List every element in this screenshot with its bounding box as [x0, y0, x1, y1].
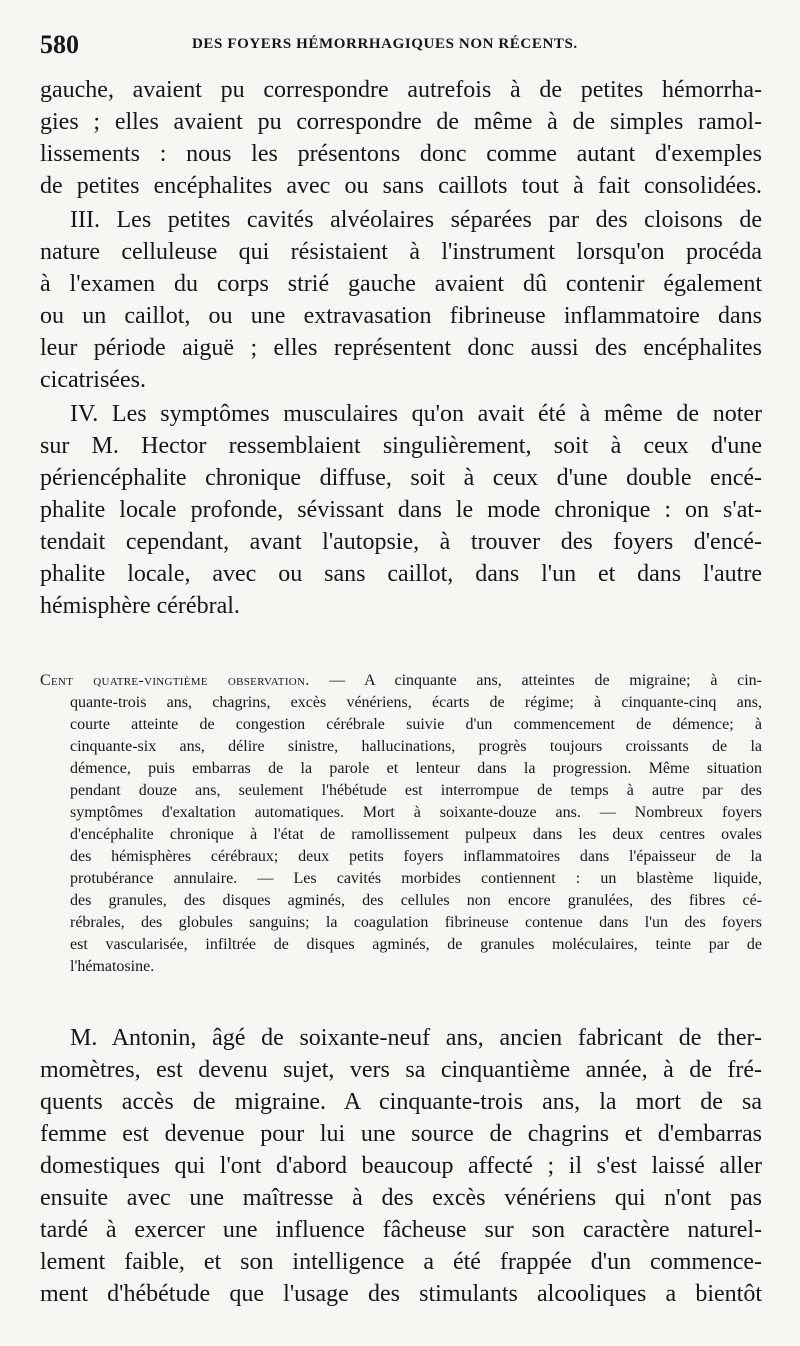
text-line: ment d'hébétude que l'usage des stimulants alcooliques a bientôt	[40, 1281, 762, 1307]
paragraph-iv	[40, 398, 762, 622]
paragraph-antonin	[40, 1022, 762, 1310]
text-line: III. Les petites cavités alvéolaires séparées par des cloisons de	[70, 207, 762, 233]
text-line: femme est devenue pour lui une source de chagrins et d'embarras	[40, 1121, 762, 1147]
text-line: domestiques qui l'ont d'abord beaucoup affecté ; il s'est laissé aller	[40, 1153, 762, 1179]
page-number: 580	[40, 30, 79, 59]
observation-summary	[40, 670, 762, 978]
text-line: rébrales, des globules sanguins; la coagulation fibrineuse contenue dans l'un des foyers	[70, 914, 762, 931]
text-line: nature celluleuse qui résistaient à l'instrument lorsqu'on procéda	[40, 239, 762, 265]
text-line: hémisphère cérébral.	[40, 593, 240, 619]
text-line: phalite locale, avec ou sans caillot, dans l'un et dans l'autre	[40, 561, 762, 587]
text-line: phalite locale profonde, sévissant dans le mode chronique : on s'at-	[40, 497, 762, 523]
text-line: tardé à exercer une influence fâcheuse sur son caractère naturel-	[40, 1217, 762, 1243]
text-line: gauche, avaient pu correspondre autrefois à de petites hémorrha-	[40, 77, 762, 103]
text-line: symptômes d'exaltation automatiques. Mort à soixante-douze ans. — Nombreux foyers	[70, 804, 762, 821]
text-line: ou un caillot, ou une extravasation fibrineuse inflammatoire dans	[40, 303, 762, 329]
text-line: cinquante-six ans, délire sinistre, hallucinations, progrès toujours croissants de la	[70, 738, 762, 755]
text-line: quents accès de migraine. A cinquante-trois ans, la mort de sa	[40, 1089, 762, 1115]
text-line: gies ; elles avaient pu correspondre de même à de simples ramol-	[40, 109, 762, 135]
observation-first-line-text: — A cinquante ans, atteintes de migraine; à cin-	[309, 672, 762, 689]
text-line: de petites encéphalites avec ou sans caillots tout à fait consolidées.	[40, 173, 762, 199]
running-title: DES FOYERS HÉMORRHAGIQUES NON RÉCENTS.	[192, 36, 578, 52]
text-line: M. Antonin, âgé de soixante-neuf ans, ancien fabricant de ther-	[70, 1025, 762, 1051]
text-line: ensuite avec une maîtresse à des excès vénériens qui n'ont pas	[40, 1185, 762, 1211]
text-line: démence, puis embarras de la parole et lenteur dans la progression. Même situation	[70, 760, 762, 777]
text-line: est vascularisée, infiltrée de disques agminés, de granules moléculaires, teinte par de	[70, 936, 762, 953]
text-line: quante-trois ans, chagrins, excès vénériens, écarts de régime; à cinquante-cinq ans,	[70, 694, 762, 711]
text-line: l'hématosine.	[70, 958, 155, 975]
text-line: à l'examen du corps strié gauche avaient dû contenir également	[40, 271, 762, 297]
text-line: courte atteinte de congestion cérébrale suivie d'un commencement de démence; à	[70, 716, 762, 733]
text-line: sur M. Hector ressemblaient singulièrement, soit à ceux d'une	[40, 433, 762, 459]
text-line: pendant douze ans, seulement l'hébétude est interrompue de temps à autre par des	[70, 782, 762, 799]
paragraph-iii	[40, 204, 762, 396]
text-line: d'encéphalite chronique à l'état de ramollissement pulpeux dans les deux centres ovales	[70, 826, 762, 843]
text-line: protubérance annulaire. — Les cavités morbides contiennent : un blastème liquide,	[70, 870, 762, 887]
text-line: périencéphalite chronique diffuse, soit à ceux d'une double encé-	[40, 465, 762, 491]
text-line: lement faible, et son intelligence a été frappée d'un commence-	[40, 1249, 762, 1275]
observation-first-line	[40, 670, 762, 692]
text-line: momètres, est devenu sujet, vers sa cinquantième année, à de fré-	[40, 1057, 762, 1083]
text-line: des granules, des disques agminés, des cellules non encore granulées, des fibres cé-	[70, 892, 762, 909]
paragraph-1	[40, 74, 762, 202]
text-line: tendait cependant, avant l'autopsie, à trouver des foyers d'encé-	[40, 529, 762, 555]
text-line: lissements : nous les présentons donc comme autant d'exemples	[40, 141, 762, 167]
text-line: IV. Les symptômes musculaires qu'on avait été à même de noter	[70, 401, 762, 427]
text-line: des hémisphères cérébraux; deux petits foyers inflammatoires dans l'épaisseur de la	[70, 848, 762, 865]
running-head	[40, 30, 760, 60]
text-line: cicatrisées.	[40, 367, 146, 393]
observation-heading: Cent quatre-vingtième observation.	[40, 672, 310, 689]
text-line: leur période aiguë ; elles représentent donc aussi des encéphalites	[40, 335, 762, 361]
